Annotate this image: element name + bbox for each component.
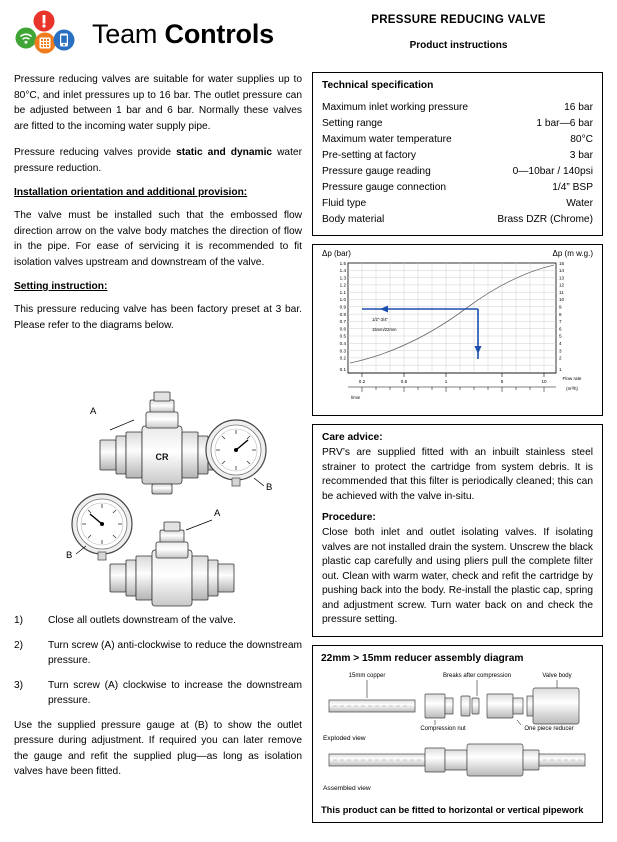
svg-text:1.1: 1.1 [339,289,346,295]
setting-heading: Setting instruction: [14,281,108,292]
installation-heading: Installation orientation and additional provision: [14,187,248,198]
svg-text:4: 4 [559,341,562,346]
svg-text:6: 6 [559,326,562,332]
spec-value: Brass DZR (Chrome) [497,213,593,225]
label-b-bottom: B [66,550,73,561]
svg-text:0.7: 0.7 [339,319,346,325]
content-columns [14,72,603,823]
document-heading [314,10,603,51]
svg-text:1: 1 [444,379,448,384]
valve-diagram [14,342,302,607]
care-title: Care advice: [322,432,383,443]
step-text: Close all outlets downstream of the valve. [48,615,236,626]
page-header [14,10,603,66]
svg-text:1.0: 1.0 [339,297,346,303]
spec-label: Setting range [322,117,383,129]
table-row [322,211,593,227]
label-compression-nut: Compression nut [420,725,466,732]
static-dynamic-paragraph [14,145,302,176]
svg-text:7: 7 [559,319,562,325]
svg-text:0.6: 0.6 [339,326,346,332]
svg-text:8: 8 [559,311,562,317]
svg-text:1.2: 1.2 [339,282,346,288]
step-number: 3) [14,679,24,691]
step-number: 2) [14,639,24,651]
care-text: PRV’s are supplied fitted with an inbuilt stainless steel strainer to protect the cartridge from system debris. It is recommended that this filter is periodically cleaned; this can be achieved with the valve in-situ. [322,447,593,502]
svg-text:9: 9 [559,304,562,310]
list-item [14,613,302,629]
sd-text-c: water pressure reduction. [14,147,302,174]
intro-paragraph: Pressure reducing valves are suitable for water supplies up to 80°C, and inlet pressures up to 16 bar. The outlet pressure can be adjusted between 1 bar and 6 bar. Normally these valves are fitted to the incoming water supply pipe. [14,74,302,132]
document-subtitle: Product instructions [409,40,508,51]
svg-text:0.1: 0.1 [339,367,346,372]
spec-value: 3 bar [569,149,593,161]
svg-text:1: 1 [559,367,562,372]
pressure-drop-chart-box [312,244,603,416]
brand-wordmark [92,19,274,50]
chart-xlabel: Flow rate [562,376,582,381]
chart-left-axis-label: Δp (bar) [322,249,351,258]
chart-x-unit-2: (m³/h) [566,386,578,391]
svg-text:3: 3 [559,348,562,354]
svg-text:0.3: 0.3 [339,348,346,354]
spec-value: 80°C [570,133,593,145]
chart-axis-titles [318,249,597,259]
spec-label: Pre-setting at factory [322,149,416,161]
label-valve-body: Valve body [542,672,572,679]
setting-paragraph: This pressure reducing valve has been factory preset at 3 bar. Please refer to the diagrams below. [14,304,302,331]
spec-value: 1/4” BSP [552,181,593,193]
procedure-title: Procedure: [322,512,376,523]
spec-value: 16 bar [564,101,593,113]
sd-text-bold: static and dynamic [176,147,273,158]
svg-text:11: 11 [559,289,564,295]
list-item [14,638,302,669]
svg-text:13: 13 [559,275,565,281]
care-advice-box [312,424,603,637]
list-item [14,678,302,709]
spec-table [322,99,593,227]
svg-text:0.8: 0.8 [339,311,346,317]
reducer-assembly-box [312,645,603,823]
spec-label: Pressure gauge reading [322,165,431,177]
svg-text:5: 5 [559,333,562,339]
svg-text:10: 10 [559,297,565,303]
table-row [322,147,593,163]
spec-title: Technical specification [322,80,434,91]
logo-icon-cluster [14,10,88,58]
svg-text:0.4: 0.4 [339,341,346,346]
label-breaks-after-compression: Breaks after compression [442,672,512,679]
brand-word-second: Controls [164,18,274,49]
right-column [312,72,603,823]
table-row [322,179,593,195]
svg-text:0.9: 0.9 [339,304,346,310]
chart-annotation-size: 1/2"-3/4" [372,317,389,322]
reducer-diagram-svg [321,668,593,796]
spec-label: Maximum water temperature [322,133,452,145]
svg-text:12: 12 [559,282,565,288]
table-row [322,131,593,147]
table-row [322,195,593,211]
reducer-footer-note: This product can be fitted to horizontal or vertical pipework [321,804,584,815]
svg-text:0.5: 0.5 [400,379,408,384]
step-text: Turn screw (A) clockwise to increase the downstream pressure. [48,679,302,706]
sd-text-a: Pressure reducing valves provide [14,147,177,158]
pressure-drop-chart-svg [318,259,596,407]
table-row [322,115,593,131]
label-a-top: A [90,406,97,417]
valve-diagram-svg [14,342,302,607]
label-b-top: B [266,482,273,493]
svg-text:1.3: 1.3 [339,275,346,281]
reducer-title: 22mm > 15mm reducer assembly diagram [321,652,524,664]
team-controls-logo-icon [14,10,88,58]
table-row [322,99,593,115]
table-row [322,163,593,179]
svg-text:1.5: 1.5 [339,261,346,266]
label-15mm-copper: 15mm copper [348,672,386,679]
valve-body-mark: CR [155,452,169,462]
svg-text:15: 15 [559,261,565,266]
chart-x-unit-1: l/min [351,395,361,400]
brand-logo [14,10,314,58]
technical-specification-box [312,72,603,236]
label-assembled-view: Assembled view [323,784,371,792]
spec-label: Fluid type [322,197,367,209]
step-text: Turn screw (A) anti-clockwise to reduce the downstream pressure. [48,639,302,666]
spec-value: Water [566,197,593,209]
spec-value: 0—10bar / 140psi [512,165,593,177]
svg-text:0.5: 0.5 [339,333,346,339]
left-column [14,72,302,823]
label-exploded-view: Exploded view [323,734,366,742]
svg-text:0.2: 0.2 [358,379,366,384]
spec-label: Body material [322,213,385,225]
chart-annotation-pipe: 15mm/22mm [372,327,397,332]
installation-paragraph: The valve must be installed such that the embossed flow direction arrow on the valve body matches the direction of flow in the pipe. For ease of servicing it is recommended to fit isolation valves upstream and downstream of the valve. [14,210,302,268]
label-a-bottom: A [214,508,221,519]
svg-text:1.4: 1.4 [339,268,346,273]
step-number: 1) [14,615,24,626]
label-one-piece-reducer: One piece reducer [524,725,574,732]
spec-value: 1 bar—6 bar [536,117,593,129]
svg-text:2: 2 [559,355,562,361]
svg-text:0.2: 0.2 [339,355,346,361]
brand-word-first: Team [92,18,158,49]
spec-label: Pressure gauge connection [322,181,447,193]
gauge-usage-paragraph: Use the supplied pressure gauge at (B) to show the outlet pressure during adjustment. If required you can later remove the gauge and refit the supplied plug—as long as isolation valves have been fitted. [14,719,302,777]
document-title: PRESSURE REDUCING VALVE [371,14,546,26]
svg-text:14: 14 [559,268,565,273]
procedure-text: Close both inlet and outlet isolating valves. If isolating valves are not installed drain the system. Unscrew the black plastic cap carefully and using pliers pull the complete filter out. Clean with warm water, check and refit the cartridge by pushing back into the body. Re-install the plastic cap, spring and adjustment screw. Turn water back on and check the pressure setting. [322,527,593,625]
svg-text:10: 10 [541,379,547,384]
spec-label: Maximum inlet working pressure [322,101,469,113]
svg-text:5: 5 [500,379,504,384]
chart-right-axis-label: Δp (m w.g.) [552,249,593,258]
setting-steps-list [14,613,302,709]
